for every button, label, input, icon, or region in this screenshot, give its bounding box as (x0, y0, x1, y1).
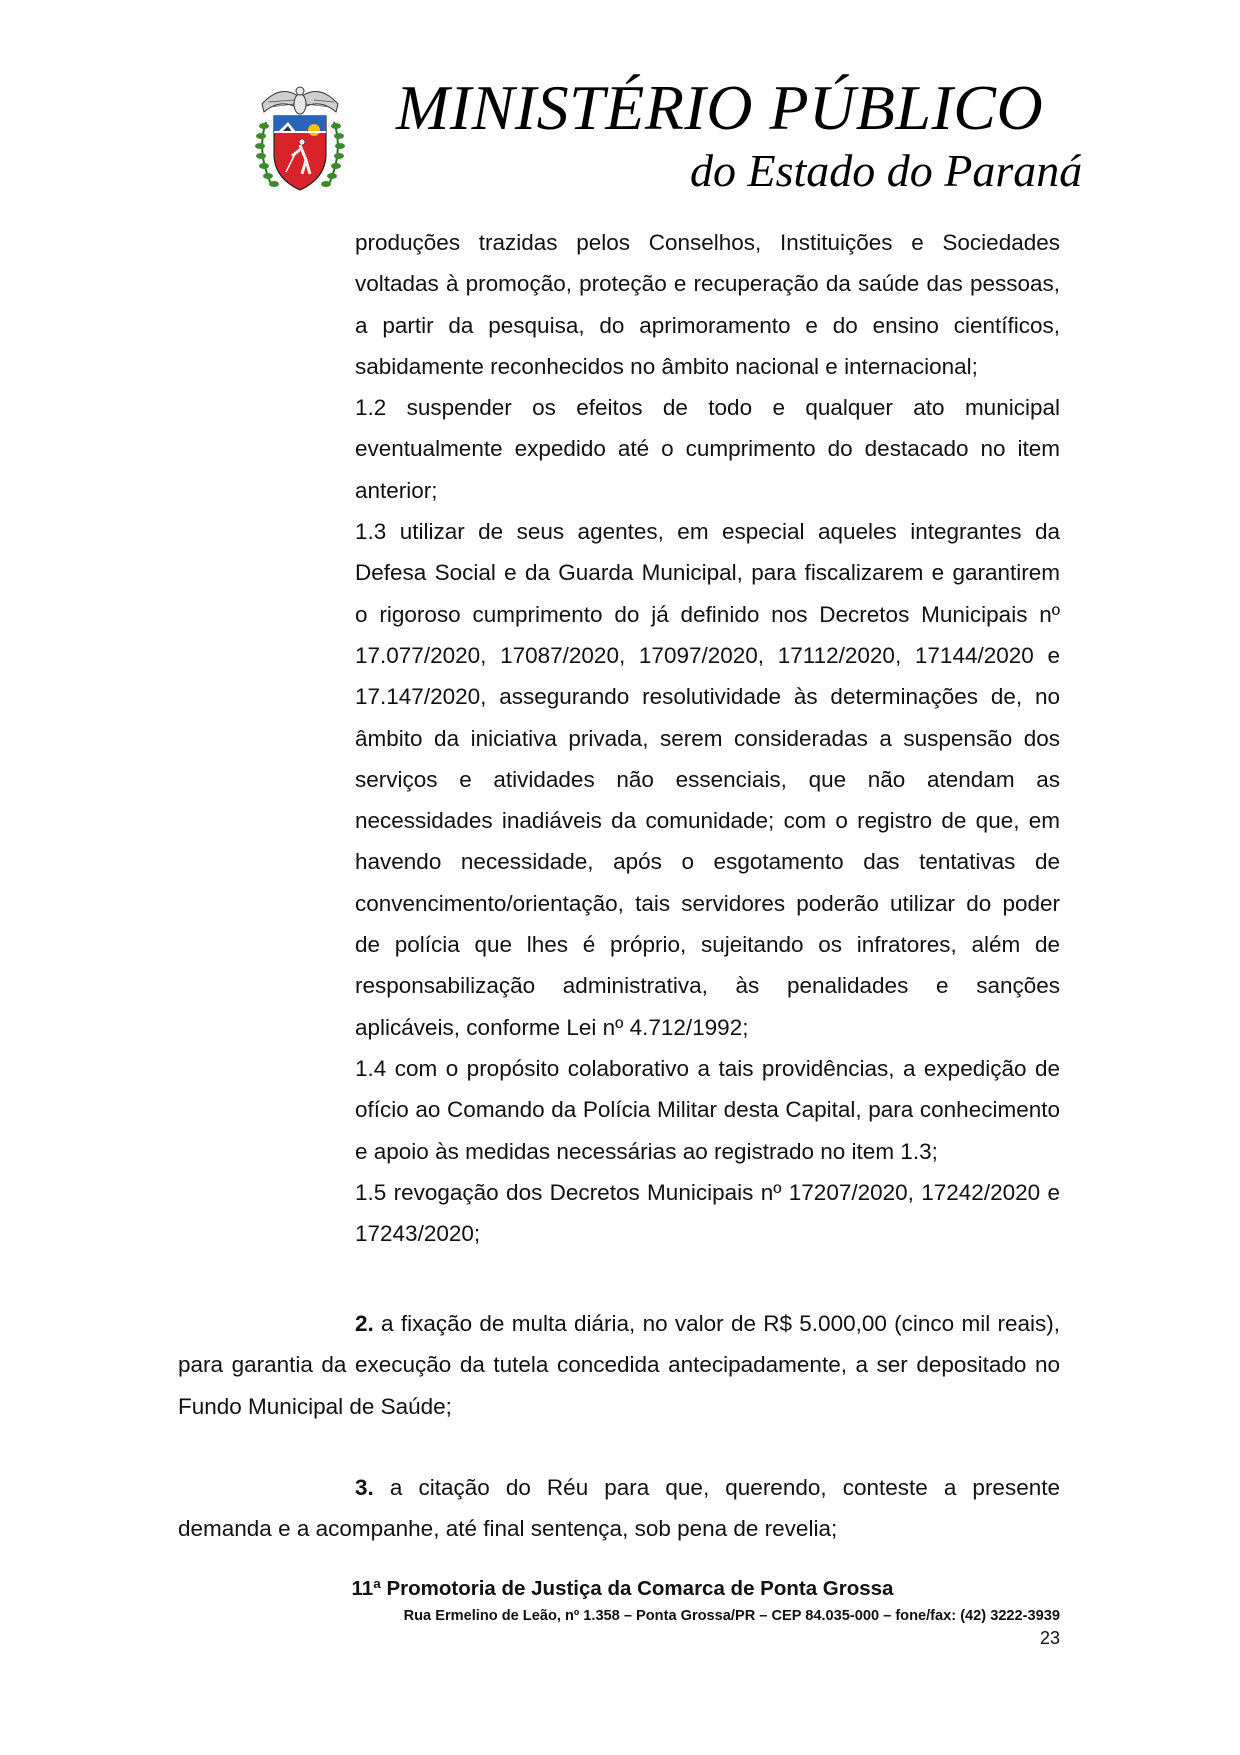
sub-item-1-3: 1.3 utilizar de seus agentes, em especial aqueles integrantes da Defesa Social e da Guarda Municipal, para fiscalizarem e garantirem o rigoroso cumprimento do já definido nos Decretos Municipais nº 17.077/2020, 17087/2020, 17097/2020, 17112/2020, 17144/2020 e 17.147/2020, assegurando resolutividade às determinações de, no âmbito da iniciativa privada, serem consideradas a suspensão dos serviços e atividades não essenciais, que não atendam as necessidades inadiáveis da comunidade; com o registro de que, em havendo necessidade, após o esgotamento das tentativas de convencimento/orientação, tais servidores poderão utilizar do poder de polícia que lhes é próprio, sujeitando os infratores, além de responsabilização administrativa, às penalidades e sanções aplicáveis, conforme Lei nº 4.712/1992; (355, 519, 1060, 1040)
footer-address: Rua Ermelino de Leão, nº 1.358 – Ponta Grossa/PR – CEP 84.035-000 – fone/fax: (42) 3222-3939 (403, 1608, 1060, 1624)
sub-item-1-1-continuation: produções trazidas pelos Conselhos, Instituições e Sociedades voltadas à promoção, proteção e recuperação da saúde das pessoas, a partir da pesquisa, do aprimoramento e do ensino científicos, sabidamente reconhecidos no âmbito nacional e internacional; (355, 230, 1060, 379)
paragraph-number: 3. (355, 1475, 374, 1500)
page-number: 23 (1039, 1628, 1060, 1648)
paragraph-2 (178, 1303, 1060, 1427)
paragraph-3 (178, 1467, 1060, 1550)
paragraph-text: a citação do Réu para que, querendo, conteste a presente demanda e a acompanhe, até final sentença, sob pena de revelia; (178, 1475, 1060, 1542)
sub-items-block (355, 222, 1060, 1254)
sub-item-1-4: 1.4 com o propósito colaborativo a tais providências, a expedição de ofício ao Comando da Polícia Militar desta Capital, para conhecimento e apoio às medidas necessárias ao registrado no item 1.3; (355, 1055, 1060, 1164)
sub-item-1-2: 1.2 suspender os efeitos de todo e qualquer ato municipal eventualmente expedido até o cumprimento do destacado no item anterior; (355, 395, 1060, 503)
paragraph-number: 2. (355, 1311, 374, 1336)
header-title: MINISTÉRIO PÚBLICO (396, 72, 1044, 143)
paragraph-text: a fixação de multa diária, no valor de R$ 5.000,00 (cinco mil reais), para garantia da execução da tutela concedida antecipadamente, a ser depositado no Fundo Municipal de Saúde; (178, 1311, 1060, 1419)
footer-office: 11ª Promotoria de Justiça da Comarca de Ponta Grossa (351, 1577, 894, 1600)
parana-coat-of-arms-icon (250, 82, 350, 200)
sub-item-1-5: 1.5 revogação dos Decretos Municipais nº 17207/2020, 17242/2020 e 17243/2020; (355, 1179, 1060, 1247)
header-subtitle: do Estado do Paraná (690, 145, 1083, 196)
